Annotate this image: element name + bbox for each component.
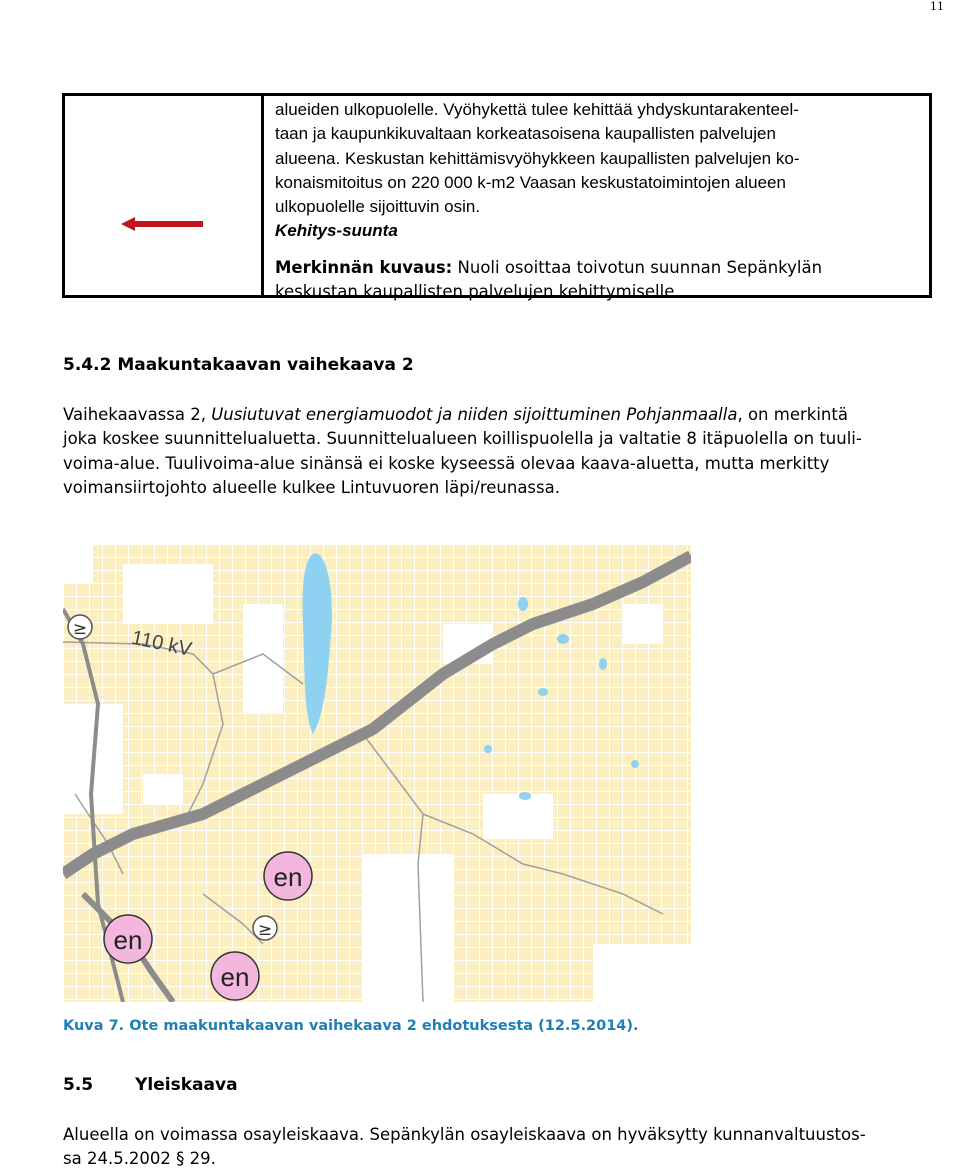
section-55-paragraph	[63, 1123, 948, 1172]
legend-heading: Kehitys-suunta	[275, 221, 398, 241]
legend-desc-line: Nuoli osoittaa toivotun suunnan Sepänkylän	[457, 257, 823, 277]
legend-symbol-cell	[65, 96, 264, 295]
energy-marker	[104, 915, 152, 963]
energy-marker	[264, 852, 312, 900]
section-number: 5.5	[63, 1075, 94, 1095]
section-542-paragraph	[63, 403, 948, 501]
para-line: voimansiirtojohto alueelle kulkee Lintuvuoren läpi/reunassa.	[63, 478, 560, 498]
road-symbol-label: ≥	[72, 619, 88, 639]
legend-body-line: alueiden ulkopuolelle. Vyöhykettä tulee kehittää yhdyskuntarakenteel-	[275, 100, 799, 119]
energy-marker	[211, 952, 259, 1000]
legend-body-line: alueena. Keskustan kehittämisvyöhykkeen kaupallisten palvelujen ko-	[275, 148, 800, 168]
energy-marker-label: en	[220, 962, 250, 992]
legend-desc-label: Merkinnän kuvaus:	[275, 257, 453, 277]
para-line: voima-alue. Tuulivoima-alue sinänsä ei koske kyseessä olevaa kaava-aluetta, mutta merkitty	[63, 453, 830, 473]
legend-body-line: taan ja kaupunkikuvaltaan korkeatasoisena kaupallisten palvelujen	[275, 124, 776, 144]
legend-description	[275, 256, 925, 305]
road-symbol-icon	[253, 916, 277, 940]
road-symbol-label: ≥	[257, 920, 273, 940]
section-title: Yleiskaava	[135, 1075, 238, 1095]
legend-table	[62, 93, 932, 302]
para-italic-title: Uusiutuvat energiamuodot ja niiden sijoittuminen Pohjanmaalla	[211, 405, 738, 424]
section-heading-542: 5.4.2 Maakuntakaavan vaihekaava 2	[63, 355, 414, 375]
para-line: joka koskee suunnittelualuetta. Suunnittelualueen koillispuolella ja valtatie 8 itäpuolella on tuuli-	[63, 429, 862, 449]
energy-marker-label: en	[113, 925, 143, 955]
legend-desc-line: keskustan kaupallisten palvelujen kehittymiselle.	[275, 282, 680, 302]
para-line: sa 24.5.2002 § 29.	[63, 1149, 216, 1169]
page-number: 11	[930, 0, 944, 13]
label-110kv: 110 kV	[129, 626, 194, 661]
section-heading-55	[63, 1075, 238, 1095]
para-prefix: Vaihekaavassa 2,	[63, 405, 212, 424]
para-line: Alueella on voimassa osayleiskaava. Sepänkylän osayleiskaava on hyväksytty kunnanvaltuustos-	[63, 1125, 866, 1144]
map-excerpt	[63, 544, 691, 1002]
figure-caption: Kuva 7. Ote maakuntakaavan vaihekaava 2 ehdotuksesta (12.5.2014).	[63, 1018, 639, 1034]
road-symbol-icon	[68, 615, 92, 639]
legend-body-line: ulkopuolelle sijoittuvin osin.	[275, 197, 481, 217]
energy-marker-label: en	[273, 862, 303, 892]
para-suffix: , on merkintä	[737, 405, 848, 424]
red-arrow-icon	[121, 217, 203, 231]
legend-text	[275, 98, 925, 304]
legend-body-line: konaismitoitus on 220 000 k-m2 Vaasan keskustatoimintojen alueen	[275, 172, 786, 192]
